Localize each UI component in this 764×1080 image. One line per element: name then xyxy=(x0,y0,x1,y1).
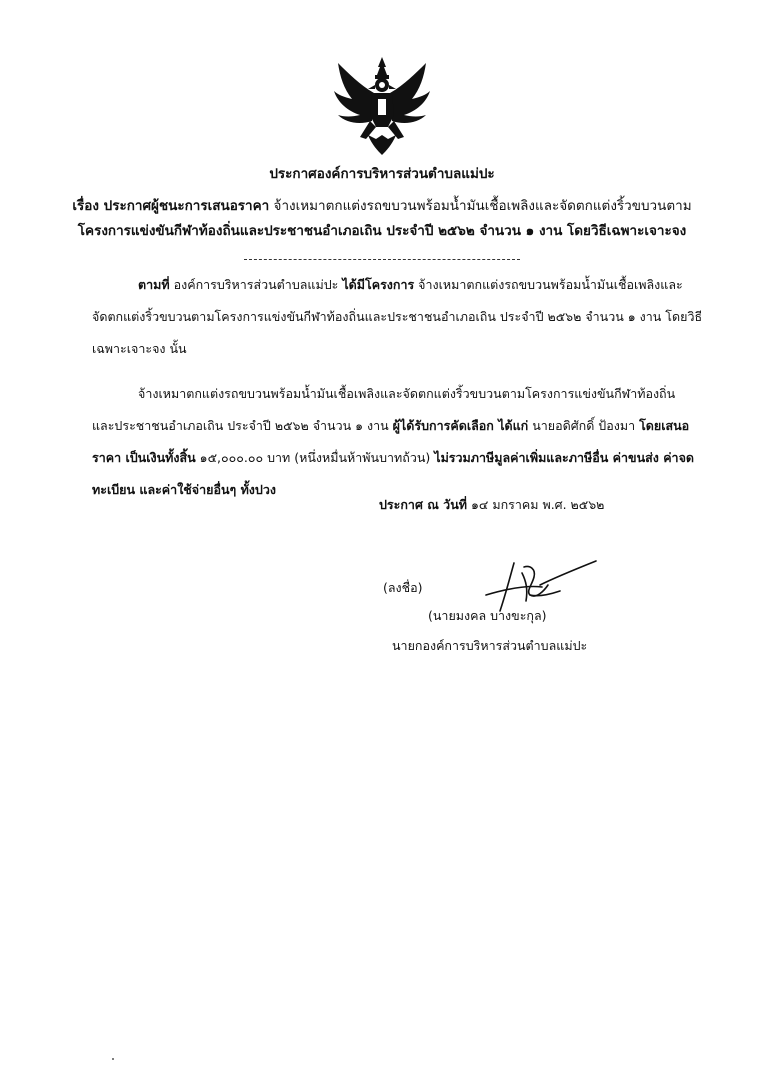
p2-winner-label: ผู้ได้รับการคัดเลือก ได้แก่ xyxy=(392,418,529,433)
p2-winner-name: นายอดิศักดิ์ ป้องมา xyxy=(528,418,640,433)
paragraph-2-line-1: จ้างเหมาตกแต่งรถขบวนพร้อมน้ำมันเชื้อเพลิงและจัดตกแต่งริ้วขบวนตามโครงการแข่งขันกีฬาท้องถิ่น xyxy=(138,386,676,401)
paragraph-2 xyxy=(92,378,695,506)
p2-total-label: ราคา เป็นเงินทั้งสิ้น xyxy=(92,450,196,465)
subject-label: เรื่อง ประกาศผู้ชนะการเสนอราคา xyxy=(72,198,270,214)
paragraph-2-line-3 xyxy=(92,442,695,474)
p2-l2-a: และประชาชนอำเภอเถิน ประจำปี ๒๕๖๒ จำนวน ๑ งาน xyxy=(92,418,393,433)
p2-tax-note: ไม่รวมภาษีมูลค่าเพิ่มและภาษีอื่น ค่าขนส่ง ค่าจด xyxy=(434,450,695,465)
sign-label: (ลงชื่อ) xyxy=(383,580,423,595)
subject-line-1-rest: จ้างเหมาตกแต่งรถขบวนพร้อมน้ำมันเชื้อเพลิงและจัดตกแต่งริ้วขบวนตาม xyxy=(273,198,692,214)
paragraph-1-line-1 xyxy=(92,269,684,301)
p1-lead: ตามที่ xyxy=(138,277,170,292)
subject-line-2: โครงการแข่งขันกีฬาท้องถิ่นและประชาชนอำเภอเถิน ประจำปี ๒๕๖๒ จำนวน ๑ งาน โดยวิธีเฉพาะเจาะจง xyxy=(77,223,687,239)
p2-offer-label: โดยเสนอ xyxy=(639,418,690,433)
p1-project-label: ได้มีโครงการ xyxy=(342,277,415,292)
org-title: ประกาศองค์การบริหารส่วนตำบลแม่ปะ xyxy=(269,166,495,182)
paragraph-1-line-2: จัดตกแต่งริ้วขบวนตามโครงการแข่งขันกีฬาท้องถิ่นและประชาชนอำเภอเถิน ประจำปี ๒๕๖๒ จำนวน ๑ งาน โดยวิธี xyxy=(92,309,703,324)
date-value: ๑๔ มกราคม พ.ศ. ๒๕๖๒ xyxy=(467,497,605,512)
p2-amount: ๑๕,๐๐๐.๐๐ บาท (หนึ่งหมื่นห้าพันบาทถ้วน) xyxy=(195,450,435,465)
paragraph-1 xyxy=(92,269,703,365)
date-label: ประกาศ ณ วันที่ xyxy=(379,497,467,512)
paragraph-2-line-2 xyxy=(92,410,690,442)
signer-title: นายกองค์การบริหารส่วนตำบลแม่ปะ xyxy=(392,638,588,653)
p1-project-text: จ้างเหมาตกแต่งรถขบวนพร้อมน้ำมันเชื้อเพลิงและ xyxy=(414,277,683,292)
subject-line-1 xyxy=(0,194,764,216)
garuda-emblem-icon xyxy=(330,55,434,157)
scan-speck xyxy=(112,1058,114,1060)
divider-line xyxy=(244,259,520,260)
p1-org: องค์การบริหารส่วนตำบลแม่ปะ xyxy=(169,277,343,292)
paragraph-2-line-4: ทะเบียน และค่าใช้จ่ายอื่นๆ ทั้งปวง xyxy=(92,482,276,497)
announcement-date xyxy=(379,495,604,515)
signer-name: (นายมงคล บางขะกุล) xyxy=(428,608,547,623)
paragraph-1-line-3: เฉพาะเจาะจง นั้น xyxy=(92,341,187,356)
